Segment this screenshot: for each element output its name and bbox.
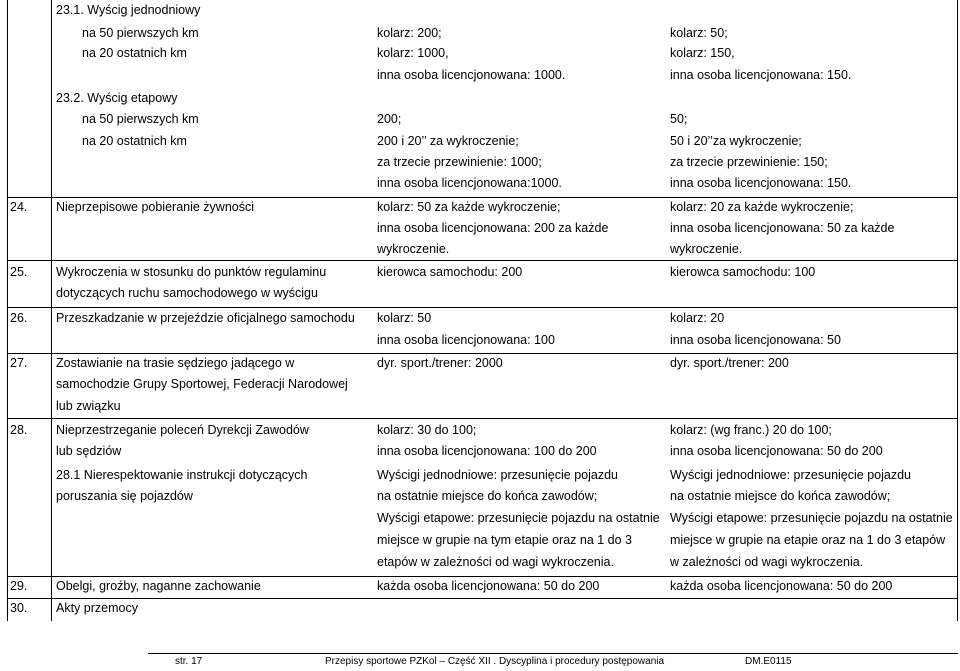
penalty-other: kolarz: 50; xyxy=(670,26,728,40)
row-number: 25. xyxy=(10,265,28,279)
penalty-other: kolarz: 20 za każde wykroczenie; xyxy=(670,200,854,214)
section-title: 23.2. Wyścig etapowy xyxy=(56,91,178,105)
penalty-rider: dyr. sport./trener: 2000 xyxy=(377,356,503,370)
row-label: 28.1 Nierespektowanie instrukcji dotyczących xyxy=(56,468,308,482)
row-label: Nieprzestrzeganie poleceń Dyrekcji Zawodów xyxy=(56,423,309,437)
penalty-rider: na ostatnie miejsce do końca zawodów; xyxy=(377,489,598,503)
row-label: samochodzie Grupy Sportowej, Federacji Narodowej xyxy=(56,377,348,391)
penalty-rider: kolarz: 50 xyxy=(377,311,432,325)
penalty-other: Wyścigi jednodniowe: przesunięcie pojazdu xyxy=(670,468,911,482)
penalty-other: kolarz: 150, xyxy=(670,46,735,60)
footer-title: Przepisy sportowe PZKol – Część XII . Dyscyplina i procedury postępowania xyxy=(325,656,665,667)
row-label: Obelgi, groźby, naganne zachowanie xyxy=(56,579,261,593)
penalty-rider: Wyścigi jednodniowe: przesunięcie pojazdu xyxy=(377,468,618,482)
row-separator xyxy=(7,353,957,354)
penalty-rider: 200 i 20’’ za wykroczenie; xyxy=(377,134,519,148)
row-separator xyxy=(7,598,957,599)
row-separator xyxy=(7,260,957,261)
penalty-rider: kolarz: 1000, xyxy=(377,46,449,60)
number-column-divider xyxy=(51,0,52,621)
penalty-other: Wyścigi etapowe: przesunięcie pojazdu na ostatnie xyxy=(670,511,953,525)
row-label: dotyczących ruchu samochodowego w wyścigu xyxy=(56,286,318,300)
penalty-other: inna osoba licencjonowana: 50 do 200 xyxy=(670,444,883,458)
row-separator xyxy=(7,307,957,308)
penalty-rider: wykroczenie. xyxy=(377,242,450,256)
row-label: na 20 ostatnich km xyxy=(82,46,187,60)
penalty-rider: kolarz: 50 za każde wykroczenie; xyxy=(377,200,561,214)
penalty-rider: kierowca samochodu: 200 xyxy=(377,265,523,279)
penalty-other: inna osoba licencjonowana: 50 xyxy=(670,333,841,347)
penalty-other: 50 i 20’’za wykroczenie; xyxy=(670,134,802,148)
left-border xyxy=(7,0,8,621)
footer-code: DM.E0115 xyxy=(745,656,792,667)
penalty-rider: inna osoba licencjonowana:1000. xyxy=(377,176,562,190)
penalty-rider: inna osoba licencjonowana: 1000. xyxy=(377,68,566,82)
penalty-rider: etapów w zależności od wagi wykroczenia. xyxy=(377,555,614,569)
penalty-rider: Wyścigi etapowe: przesunięcie pojazdu na ostatnie xyxy=(377,511,660,525)
row-label: Zostawianie na trasie sędziego jadącego w xyxy=(56,356,295,370)
penalty-rider: inna osoba licencjonowana: 200 za każde xyxy=(377,221,609,235)
row-separator xyxy=(7,576,957,577)
footer-page-number: str. 17 xyxy=(175,656,203,667)
row-label: na 20 ostatnich km xyxy=(82,134,187,148)
row-number: 24. xyxy=(10,200,28,214)
penalty-rider: miejsce w grupie na tym etapie oraz na 1 do 3 xyxy=(377,533,632,547)
penalty-rider: inna osoba licencjonowana: 100 xyxy=(377,333,555,347)
row-label: Wykroczenia w stosunku do punktów regulaminu xyxy=(56,265,327,279)
penalty-rider: kolarz: 30 do 100; xyxy=(377,423,477,437)
row-separator xyxy=(7,197,957,198)
penalty-other: inna osoba licencjonowana: 150. xyxy=(670,176,852,190)
row-number: 28. xyxy=(10,423,28,437)
penalty-other: za trzecie przewinienie: 150; xyxy=(670,155,828,169)
row-number: 29. xyxy=(10,579,28,593)
penalty-rider: kolarz: 200; xyxy=(377,26,442,40)
row-number: 27. xyxy=(10,356,28,370)
row-label: poruszania się pojazdów xyxy=(56,489,193,503)
section-title: 23.1. Wyścig jednodniowy xyxy=(56,3,201,17)
row-label: Przeszkadzanie w przejeździe oficjalnego samochodu xyxy=(56,311,355,325)
penalty-other: na ostatnie miejsce do końca zawodów; xyxy=(670,489,891,503)
penalty-other: kolarz: (wg franc.) 20 do 100; xyxy=(670,423,832,437)
row-label: na 50 pierwszych km xyxy=(82,112,199,126)
penalty-other: miejsce w grupie na etapie oraz na 1 do 3 etapów xyxy=(670,533,946,547)
footer-rule xyxy=(148,653,958,654)
penalty-other: inna osoba licencjonowana: 150. xyxy=(670,68,852,82)
row-label: Akty przemocy xyxy=(56,601,138,615)
row-label: Nieprzepisowe pobieranie żywności xyxy=(56,200,255,214)
row-label: lub sędziów xyxy=(56,444,122,458)
right-border xyxy=(957,0,958,621)
penalty-other: kierowca samochodu: 100 xyxy=(670,265,816,279)
penalty-rider: każda osoba licencjonowana: 50 do 200 xyxy=(377,579,600,593)
row-label: lub związku xyxy=(56,399,121,413)
row-separator xyxy=(7,418,957,419)
row-number: 26. xyxy=(10,311,28,325)
penalty-other: kolarz: 20 xyxy=(670,311,725,325)
penalty-other: 50; xyxy=(670,112,688,126)
penalty-other: inna osoba licencjonowana: 50 za każde xyxy=(670,221,895,235)
penalty-rider: inna osoba licencjonowana: 100 do 200 xyxy=(377,444,597,458)
penalty-other: wykroczenie. xyxy=(670,242,743,256)
penalty-other: każda osoba licencjonowana: 50 do 200 xyxy=(670,579,893,593)
penalty-other: w zależności od wagi wykroczenia. xyxy=(670,555,864,569)
row-label: na 50 pierwszych km xyxy=(82,26,199,40)
penalty-rider: za trzecie przewinienie: 1000; xyxy=(377,155,542,169)
penalty-other: dyr. sport./trener: 200 xyxy=(670,356,789,370)
row-number: 30. xyxy=(10,601,28,615)
penalty-rider: 200; xyxy=(377,112,402,126)
